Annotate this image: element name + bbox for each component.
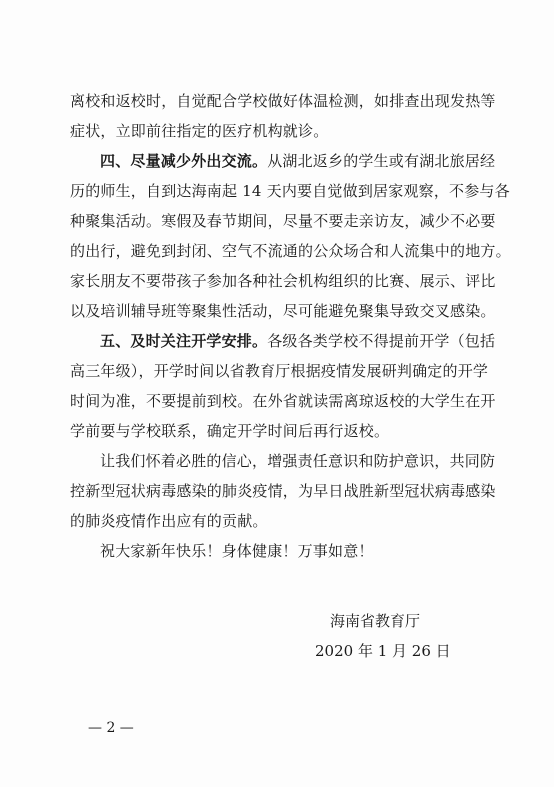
paragraph-line: 历的师生，自到达海南起 14 天内要自觉做到居家观察，不参与各: [70, 182, 510, 200]
paragraph-line: 症状，立即前往指定的医疗机构就诊。: [70, 122, 329, 140]
closing-first-line: 让我们怀着必胜的信心，增强责任意识和防护意识，共同防: [100, 452, 496, 470]
paragraph-line: 高三年级），开学时间以省教育厅根据疫情发展研判确定的开学: [70, 362, 489, 380]
paragraph-line: 离校和返校时，自觉配合学校做好体温检测，如排查出现发热等: [70, 92, 496, 110]
signature-org: 海南省教育厅: [330, 612, 421, 630]
paragraph-line: 控新型冠状病毒感染的肺炎疫情，为早日战胜新型冠状病毒感染: [70, 482, 496, 500]
section-5-first-line: [100, 330, 496, 352]
section-4-text: 从湖北返乡的学生或有湖北旅居经: [267, 152, 496, 170]
paragraph-line: 时间为准，不要提前到校。在外省就读需离琼返校的大学生在开: [70, 392, 496, 410]
greeting: 祝大家新年快乐！身体健康！万事如意！: [100, 542, 374, 560]
page-number: — 2 —: [88, 720, 134, 736]
section-4-heading: 四、尽量减少外出交流。: [100, 152, 268, 170]
signature-date: 2020 年 1 月 26 日: [315, 642, 451, 660]
section-5-heading: 五、及时关注开学安排。: [100, 332, 268, 350]
paragraph-line: 以及培训辅导班等聚集性活动，尽可能避免聚集导致交叉感染。: [70, 302, 496, 320]
section-5-text: 各级各类学校不得提前开学（包括: [267, 332, 496, 350]
paragraph-line: 的出行，避免到封闭、空气不流通的公众场合和人流集中的地方。: [70, 242, 511, 260]
paragraph-line: 学前要与学校联系，确定开学时间后再行返校。: [70, 422, 390, 440]
paragraph-line: 家长朋友不要带孩子参加各种社会机构组织的比赛、展示、评比: [70, 272, 496, 290]
section-4-first-line: [100, 150, 496, 172]
paragraph-line: 的肺炎疫情作出应有的贡献。: [70, 512, 268, 530]
paragraph-line: 种聚集活动。寒假及春节期间，尽量不要走亲访友，减少不必要: [70, 212, 496, 230]
